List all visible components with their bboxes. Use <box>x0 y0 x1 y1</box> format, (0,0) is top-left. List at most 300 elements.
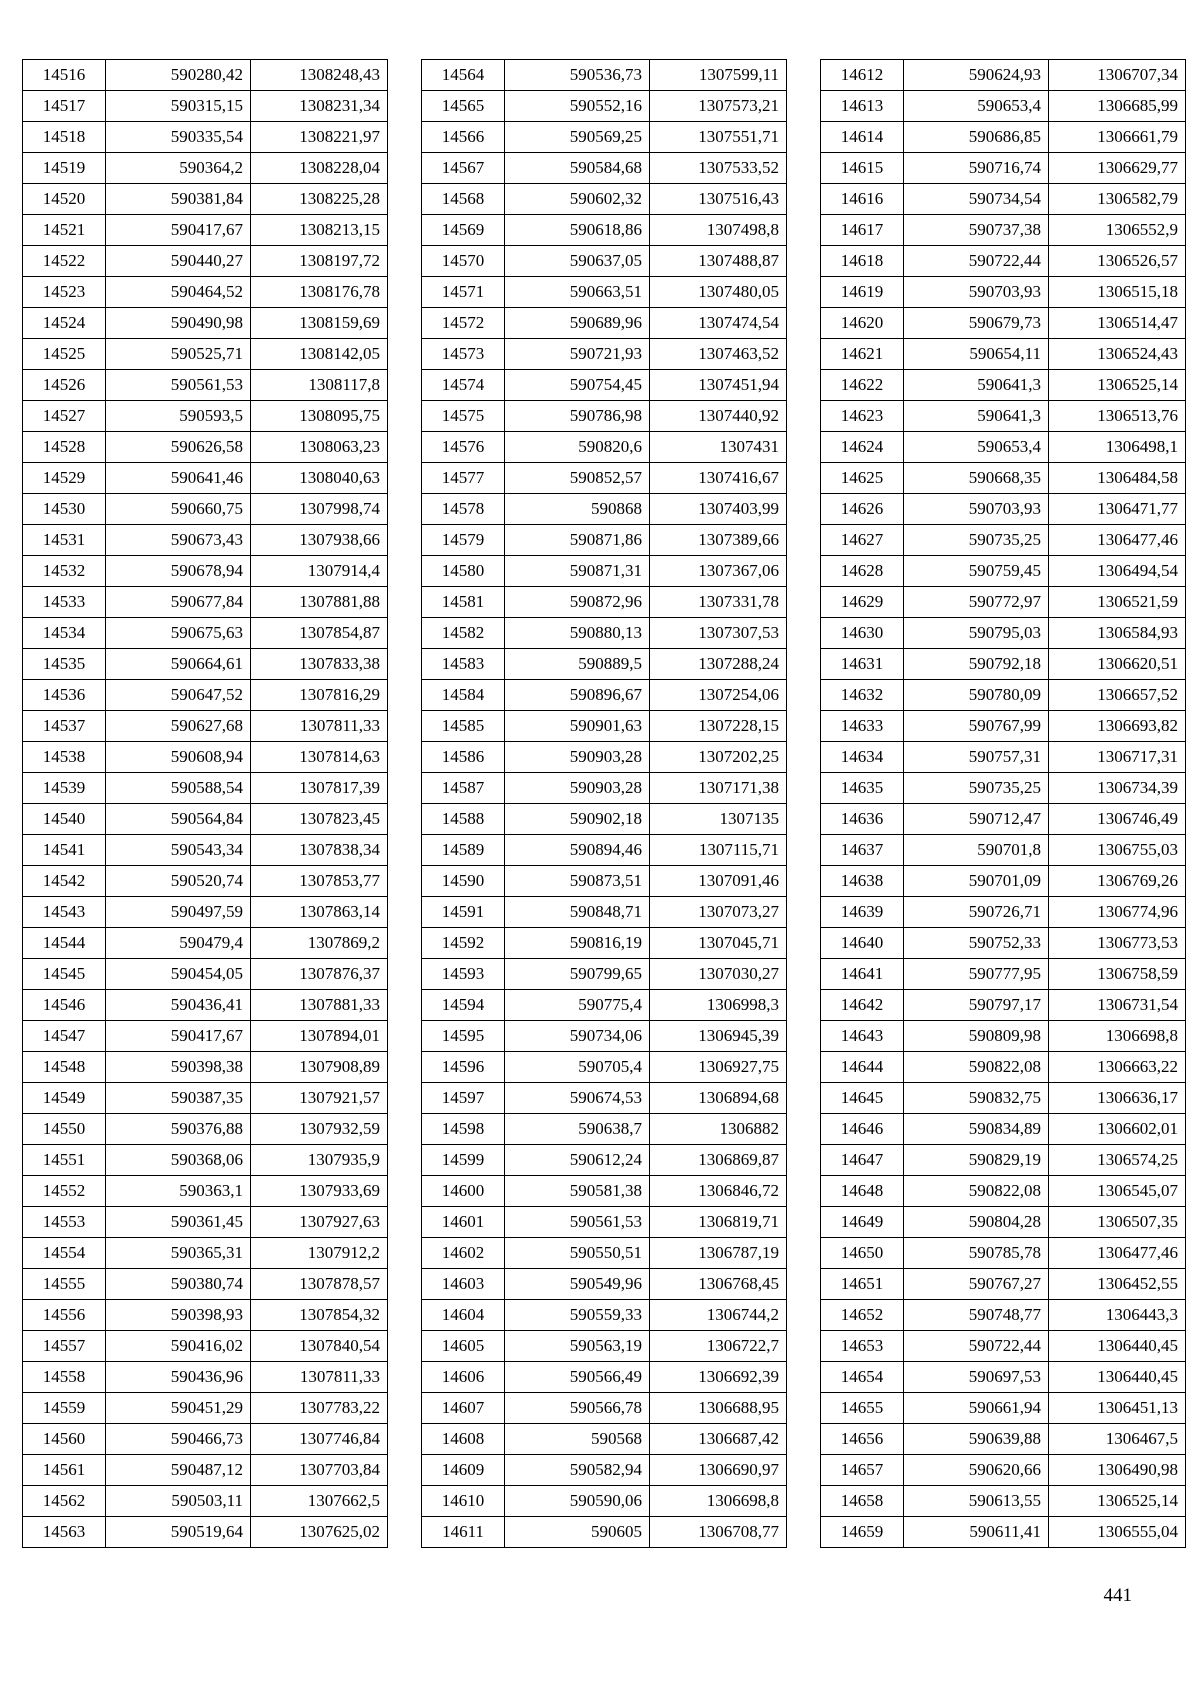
y-coordinate-cell: 1306746,49 <box>1049 804 1186 835</box>
point-number-cell: 14547 <box>23 1021 106 1052</box>
table-row <box>821 91 1186 122</box>
x-coordinate-cell: 590605 <box>505 1517 650 1548</box>
point-number-cell: 14642 <box>821 990 904 1021</box>
x-coordinate-cell: 590872,96 <box>505 587 650 618</box>
y-coordinate-cell: 1308248,43 <box>251 60 388 91</box>
x-coordinate-cell: 590703,93 <box>904 494 1049 525</box>
table-row <box>821 649 1186 680</box>
point-number-cell: 14591 <box>422 897 505 928</box>
x-coordinate-cell: 590701,8 <box>904 835 1049 866</box>
table-row <box>23 990 388 1021</box>
table-row <box>23 122 388 153</box>
y-coordinate-cell: 1307998,74 <box>251 494 388 525</box>
point-number-cell: 14560 <box>23 1424 106 1455</box>
table-row <box>422 649 787 680</box>
y-coordinate-cell: 1306698,8 <box>1049 1021 1186 1052</box>
y-coordinate-cell: 1307894,01 <box>251 1021 388 1052</box>
x-coordinate-cell: 590679,73 <box>904 308 1049 339</box>
y-coordinate-cell: 1306717,31 <box>1049 742 1186 773</box>
y-coordinate-cell: 1307878,57 <box>251 1269 388 1300</box>
point-number-cell: 14602 <box>422 1238 505 1269</box>
x-coordinate-cell: 590582,94 <box>505 1455 650 1486</box>
y-coordinate-cell: 1307927,63 <box>251 1207 388 1238</box>
table-row <box>821 308 1186 339</box>
y-coordinate-cell: 1308231,34 <box>251 91 388 122</box>
point-number-cell: 14524 <box>23 308 106 339</box>
x-coordinate-cell: 590686,85 <box>904 122 1049 153</box>
x-coordinate-cell: 590436,96 <box>106 1362 251 1393</box>
table-row <box>422 866 787 897</box>
point-number-cell: 14640 <box>821 928 904 959</box>
table-row <box>821 928 1186 959</box>
table-row <box>422 1393 787 1424</box>
y-coordinate-cell: 1307854,32 <box>251 1300 388 1331</box>
table-row <box>422 1207 787 1238</box>
y-coordinate-cell: 1306440,45 <box>1049 1362 1186 1393</box>
x-coordinate-cell: 590767,27 <box>904 1269 1049 1300</box>
point-number-cell: 14618 <box>821 246 904 277</box>
y-coordinate-cell: 1308176,78 <box>251 277 388 308</box>
point-number-cell: 14596 <box>422 1052 505 1083</box>
table-row <box>821 1517 1186 1548</box>
table-row <box>23 215 388 246</box>
point-number-cell: 14519 <box>23 153 106 184</box>
x-coordinate-cell: 590797,17 <box>904 990 1049 1021</box>
point-number-cell: 14598 <box>422 1114 505 1145</box>
table-row <box>23 1083 388 1114</box>
table-row <box>23 91 388 122</box>
x-coordinate-cell: 590624,93 <box>904 60 1049 91</box>
x-coordinate-cell: 590440,27 <box>106 246 251 277</box>
x-coordinate-cell: 590490,98 <box>106 308 251 339</box>
y-coordinate-cell: 1306513,76 <box>1049 401 1186 432</box>
point-number-cell: 14643 <box>821 1021 904 1052</box>
y-coordinate-cell: 1307869,2 <box>251 928 388 959</box>
point-number-cell: 14621 <box>821 339 904 370</box>
x-coordinate-cell: 590792,18 <box>904 649 1049 680</box>
y-coordinate-cell: 1306882 <box>650 1114 787 1145</box>
point-number-cell: 14546 <box>23 990 106 1021</box>
point-number-cell: 14635 <box>821 773 904 804</box>
y-coordinate-cell: 1307823,45 <box>251 804 388 835</box>
point-number-cell: 14652 <box>821 1300 904 1331</box>
y-coordinate-cell: 1307516,43 <box>650 184 787 215</box>
point-number-cell: 14605 <box>422 1331 505 1362</box>
point-number-cell: 14573 <box>422 339 505 370</box>
point-number-cell: 14603 <box>422 1269 505 1300</box>
table-row <box>821 1424 1186 1455</box>
point-number-cell: 14516 <box>23 60 106 91</box>
x-coordinate-cell: 590775,4 <box>505 990 650 1021</box>
y-coordinate-cell: 1306515,18 <box>1049 277 1186 308</box>
x-coordinate-cell: 590280,42 <box>106 60 251 91</box>
table-row <box>422 1052 787 1083</box>
y-coordinate-cell: 1306524,43 <box>1049 339 1186 370</box>
x-coordinate-cell: 590398,38 <box>106 1052 251 1083</box>
point-number-cell: 14517 <box>23 91 106 122</box>
y-coordinate-cell: 1306521,59 <box>1049 587 1186 618</box>
x-coordinate-cell: 590660,75 <box>106 494 251 525</box>
x-coordinate-cell: 590903,28 <box>505 742 650 773</box>
point-number-cell: 14581 <box>422 587 505 618</box>
point-number-cell: 14567 <box>422 153 505 184</box>
x-coordinate-cell: 590552,16 <box>505 91 650 122</box>
y-coordinate-cell: 1306467,5 <box>1049 1424 1186 1455</box>
x-coordinate-cell: 590873,51 <box>505 866 650 897</box>
y-coordinate-cell: 1306498,1 <box>1049 432 1186 463</box>
point-number-cell: 14653 <box>821 1331 904 1362</box>
y-coordinate-cell: 1306494,54 <box>1049 556 1186 587</box>
y-coordinate-cell: 1306663,22 <box>1049 1052 1186 1083</box>
table-row <box>422 401 787 432</box>
table-row <box>23 1300 388 1331</box>
x-coordinate-cell: 590641,3 <box>904 401 1049 432</box>
point-number-cell: 14529 <box>23 463 106 494</box>
point-number-cell: 14659 <box>821 1517 904 1548</box>
point-number-cell: 14637 <box>821 835 904 866</box>
point-number-cell: 14614 <box>821 122 904 153</box>
x-coordinate-cell: 590618,86 <box>505 215 650 246</box>
x-coordinate-cell: 590564,84 <box>106 804 251 835</box>
x-coordinate-cell: 590705,4 <box>505 1052 650 1083</box>
point-number-cell: 14651 <box>821 1269 904 1300</box>
table-row <box>422 835 787 866</box>
y-coordinate-cell: 1307463,52 <box>650 339 787 370</box>
x-coordinate-cell: 590479,4 <box>106 928 251 959</box>
x-coordinate-cell: 590593,5 <box>106 401 251 432</box>
table-row <box>821 1486 1186 1517</box>
table-row <box>821 1238 1186 1269</box>
x-coordinate-cell: 590627,68 <box>106 711 251 742</box>
y-coordinate-cell: 1306490,98 <box>1049 1455 1186 1486</box>
x-coordinate-cell: 590889,5 <box>505 649 650 680</box>
x-coordinate-cell: 590543,34 <box>106 835 251 866</box>
point-number-cell: 14611 <box>422 1517 505 1548</box>
point-number-cell: 14588 <box>422 804 505 835</box>
y-coordinate-cell: 1306846,72 <box>650 1176 787 1207</box>
y-coordinate-cell: 1308225,28 <box>251 184 388 215</box>
x-coordinate-cell: 590752,33 <box>904 928 1049 959</box>
table-row <box>821 122 1186 153</box>
y-coordinate-cell: 1307912,2 <box>251 1238 388 1269</box>
y-coordinate-cell: 1307331,78 <box>650 587 787 618</box>
table-row <box>23 1269 388 1300</box>
point-number-cell: 14523 <box>23 277 106 308</box>
x-coordinate-cell: 590602,32 <box>505 184 650 215</box>
table-row <box>422 122 787 153</box>
point-number-cell: 14578 <box>422 494 505 525</box>
point-number-cell: 14545 <box>23 959 106 990</box>
point-number-cell: 14607 <box>422 1393 505 1424</box>
y-coordinate-cell: 1306582,79 <box>1049 184 1186 215</box>
y-coordinate-cell: 1307073,27 <box>650 897 787 928</box>
table-row <box>422 60 787 91</box>
x-coordinate-cell: 590678,94 <box>106 556 251 587</box>
y-coordinate-cell: 1306657,52 <box>1049 680 1186 711</box>
y-coordinate-cell: 1307403,99 <box>650 494 787 525</box>
y-coordinate-cell: 1307254,06 <box>650 680 787 711</box>
page-number: 441 <box>1103 1585 1132 1606</box>
x-coordinate-cell: 590722,44 <box>904 246 1049 277</box>
y-coordinate-cell: 1307573,21 <box>650 91 787 122</box>
table-row <box>422 680 787 711</box>
y-coordinate-cell: 1306477,46 <box>1049 1238 1186 1269</box>
x-coordinate-cell: 590809,98 <box>904 1021 1049 1052</box>
point-number-cell: 14609 <box>422 1455 505 1486</box>
y-coordinate-cell: 1307853,77 <box>251 866 388 897</box>
table-row <box>23 184 388 215</box>
point-number-cell: 14620 <box>821 308 904 339</box>
x-coordinate-cell: 590563,19 <box>505 1331 650 1362</box>
y-coordinate-cell: 1307367,06 <box>650 556 787 587</box>
table-row <box>821 277 1186 308</box>
table-row <box>422 246 787 277</box>
x-coordinate-cell: 590466,73 <box>106 1424 251 1455</box>
table-row <box>821 680 1186 711</box>
point-number-cell: 14597 <box>422 1083 505 1114</box>
y-coordinate-cell: 1308117,8 <box>251 370 388 401</box>
y-coordinate-cell: 1307811,33 <box>251 711 388 742</box>
point-number-cell: 14656 <box>821 1424 904 1455</box>
point-number-cell: 14574 <box>422 370 505 401</box>
point-number-cell: 14616 <box>821 184 904 215</box>
point-number-cell: 14594 <box>422 990 505 1021</box>
point-number-cell: 14544 <box>23 928 106 959</box>
x-coordinate-cell: 590664,61 <box>106 649 251 680</box>
y-coordinate-cell: 1306744,2 <box>650 1300 787 1331</box>
point-number-cell: 14622 <box>821 370 904 401</box>
coordinates-table-3 <box>820 59 1186 1548</box>
x-coordinate-cell: 590387,35 <box>106 1083 251 1114</box>
y-coordinate-cell: 1307914,4 <box>251 556 388 587</box>
x-coordinate-cell: 590754,45 <box>505 370 650 401</box>
x-coordinate-cell: 590520,74 <box>106 866 251 897</box>
point-number-cell: 14579 <box>422 525 505 556</box>
x-coordinate-cell: 590608,94 <box>106 742 251 773</box>
table-row <box>821 370 1186 401</box>
table-row <box>422 1145 787 1176</box>
x-coordinate-cell: 590871,86 <box>505 525 650 556</box>
point-number-cell: 14543 <box>23 897 106 928</box>
y-coordinate-cell: 1307816,29 <box>251 680 388 711</box>
x-coordinate-cell: 590822,08 <box>904 1176 1049 1207</box>
point-number-cell: 14657 <box>821 1455 904 1486</box>
table-row <box>422 215 787 246</box>
table-row <box>23 1052 388 1083</box>
point-number-cell: 14557 <box>23 1331 106 1362</box>
table-row <box>422 773 787 804</box>
point-number-cell: 14568 <box>422 184 505 215</box>
point-number-cell: 14559 <box>23 1393 106 1424</box>
point-number-cell: 14576 <box>422 432 505 463</box>
x-coordinate-cell: 590566,78 <box>505 1393 650 1424</box>
x-coordinate-cell: 590363,1 <box>106 1176 251 1207</box>
table-row <box>23 618 388 649</box>
point-number-cell: 14554 <box>23 1238 106 1269</box>
y-coordinate-cell: 1307838,34 <box>251 835 388 866</box>
x-coordinate-cell: 590503,11 <box>106 1486 251 1517</box>
x-coordinate-cell: 590436,41 <box>106 990 251 1021</box>
table-row <box>422 339 787 370</box>
x-coordinate-cell: 590735,25 <box>904 525 1049 556</box>
table-row <box>23 1238 388 1269</box>
point-number-cell: 14647 <box>821 1145 904 1176</box>
x-coordinate-cell: 590464,52 <box>106 277 251 308</box>
x-coordinate-cell: 590612,24 <box>505 1145 650 1176</box>
x-coordinate-cell: 590673,43 <box>106 525 251 556</box>
x-coordinate-cell: 590588,54 <box>106 773 251 804</box>
table-row <box>422 897 787 928</box>
point-number-cell: 14538 <box>23 742 106 773</box>
table-row <box>821 1455 1186 1486</box>
point-number-cell: 14631 <box>821 649 904 680</box>
x-coordinate-cell: 590561,53 <box>505 1207 650 1238</box>
point-number-cell: 14562 <box>23 1486 106 1517</box>
point-number-cell: 14630 <box>821 618 904 649</box>
table-row <box>422 1486 787 1517</box>
point-number-cell: 14520 <box>23 184 106 215</box>
y-coordinate-cell: 1306774,96 <box>1049 897 1186 928</box>
y-coordinate-cell: 1306707,34 <box>1049 60 1186 91</box>
y-coordinate-cell: 1306758,59 <box>1049 959 1186 990</box>
x-coordinate-cell: 590611,41 <box>904 1517 1049 1548</box>
table-row <box>821 184 1186 215</box>
y-coordinate-cell: 1306708,77 <box>650 1517 787 1548</box>
x-coordinate-cell: 590880,13 <box>505 618 650 649</box>
x-coordinate-cell: 590637,05 <box>505 246 650 277</box>
point-number-cell: 14658 <box>821 1486 904 1517</box>
table-row <box>23 1021 388 1052</box>
point-number-cell: 14549 <box>23 1083 106 1114</box>
point-number-cell: 14628 <box>821 556 904 587</box>
y-coordinate-cell: 1306787,19 <box>650 1238 787 1269</box>
point-number-cell: 14648 <box>821 1176 904 1207</box>
x-coordinate-cell: 590620,66 <box>904 1455 1049 1486</box>
x-coordinate-cell: 590871,31 <box>505 556 650 587</box>
table-row <box>23 1424 388 1455</box>
x-coordinate-cell: 590581,38 <box>505 1176 650 1207</box>
y-coordinate-cell: 1308197,72 <box>251 246 388 277</box>
y-coordinate-cell: 1306526,57 <box>1049 246 1186 277</box>
y-coordinate-cell: 1306514,47 <box>1049 308 1186 339</box>
x-coordinate-cell: 590653,4 <box>904 432 1049 463</box>
y-coordinate-cell: 1307881,33 <box>251 990 388 1021</box>
y-coordinate-cell: 1307202,25 <box>650 742 787 773</box>
y-coordinate-cell: 1306688,95 <box>650 1393 787 1424</box>
point-number-cell: 14623 <box>821 401 904 432</box>
x-coordinate-cell: 590417,67 <box>106 215 251 246</box>
x-coordinate-cell: 590416,02 <box>106 1331 251 1362</box>
point-number-cell: 14586 <box>422 742 505 773</box>
table-row <box>821 246 1186 277</box>
point-number-cell: 14582 <box>422 618 505 649</box>
x-coordinate-cell: 590697,53 <box>904 1362 1049 1393</box>
table-row <box>821 215 1186 246</box>
y-coordinate-cell: 1307863,14 <box>251 897 388 928</box>
point-number-cell: 14561 <box>23 1455 106 1486</box>
x-coordinate-cell: 590689,96 <box>505 308 650 339</box>
x-coordinate-cell: 590734,54 <box>904 184 1049 215</box>
table-row <box>821 1300 1186 1331</box>
table-row <box>821 587 1186 618</box>
table-row <box>422 1517 787 1548</box>
y-coordinate-cell: 1307854,87 <box>251 618 388 649</box>
y-coordinate-cell: 1306692,39 <box>650 1362 787 1393</box>
point-number-cell: 14654 <box>821 1362 904 1393</box>
y-coordinate-cell: 1306690,97 <box>650 1455 787 1486</box>
table-row <box>23 308 388 339</box>
table-row <box>821 1269 1186 1300</box>
y-coordinate-cell: 1306722,7 <box>650 1331 787 1362</box>
table-row <box>821 1393 1186 1424</box>
table-row <box>23 60 388 91</box>
y-coordinate-cell: 1306636,17 <box>1049 1083 1186 1114</box>
y-coordinate-cell: 1307840,54 <box>251 1331 388 1362</box>
table-row <box>821 432 1186 463</box>
table-row <box>821 618 1186 649</box>
x-coordinate-cell: 590590,06 <box>505 1486 650 1517</box>
table-row <box>23 959 388 990</box>
x-coordinate-cell: 590613,55 <box>904 1486 1049 1517</box>
point-number-cell: 14571 <box>422 277 505 308</box>
point-number-cell: 14592 <box>422 928 505 959</box>
point-number-cell: 14600 <box>422 1176 505 1207</box>
x-coordinate-cell: 590550,51 <box>505 1238 650 1269</box>
table-row <box>821 1052 1186 1083</box>
y-coordinate-cell: 1306894,68 <box>650 1083 787 1114</box>
table-row <box>821 742 1186 773</box>
table-row <box>821 401 1186 432</box>
x-coordinate-cell: 590661,94 <box>904 1393 1049 1424</box>
table-row <box>23 928 388 959</box>
table-row <box>23 1114 388 1145</box>
y-coordinate-cell: 1307746,84 <box>251 1424 388 1455</box>
table-row <box>422 525 787 556</box>
x-coordinate-cell: 590816,19 <box>505 928 650 959</box>
y-coordinate-cell: 1306629,77 <box>1049 153 1186 184</box>
table-row <box>23 1486 388 1517</box>
point-number-cell: 14634 <box>821 742 904 773</box>
table-row <box>23 1331 388 1362</box>
x-coordinate-cell: 590903,28 <box>505 773 650 804</box>
x-coordinate-cell: 590722,44 <box>904 1331 1049 1362</box>
table-row <box>23 1207 388 1238</box>
point-number-cell: 14580 <box>422 556 505 587</box>
x-coordinate-cell: 590638,7 <box>505 1114 650 1145</box>
table-row <box>821 1176 1186 1207</box>
x-coordinate-cell: 590721,93 <box>505 339 650 370</box>
table-row <box>422 711 787 742</box>
point-number-cell: 14537 <box>23 711 106 742</box>
y-coordinate-cell: 1308040,63 <box>251 463 388 494</box>
y-coordinate-cell: 1307625,02 <box>251 1517 388 1548</box>
table-row <box>821 804 1186 835</box>
table-row <box>821 1083 1186 1114</box>
table-row <box>821 556 1186 587</box>
y-coordinate-cell: 1308228,04 <box>251 153 388 184</box>
y-coordinate-cell: 1306602,01 <box>1049 1114 1186 1145</box>
y-coordinate-cell: 1307389,66 <box>650 525 787 556</box>
point-number-cell: 14539 <box>23 773 106 804</box>
table-row <box>422 1331 787 1362</box>
point-number-cell: 14638 <box>821 866 904 897</box>
y-coordinate-cell: 1308159,69 <box>251 308 388 339</box>
x-coordinate-cell: 590829,19 <box>904 1145 1049 1176</box>
table-row <box>422 91 787 122</box>
point-number-cell: 14641 <box>821 959 904 990</box>
x-coordinate-cell: 590795,03 <box>904 618 1049 649</box>
x-coordinate-cell: 590674,53 <box>505 1083 650 1114</box>
